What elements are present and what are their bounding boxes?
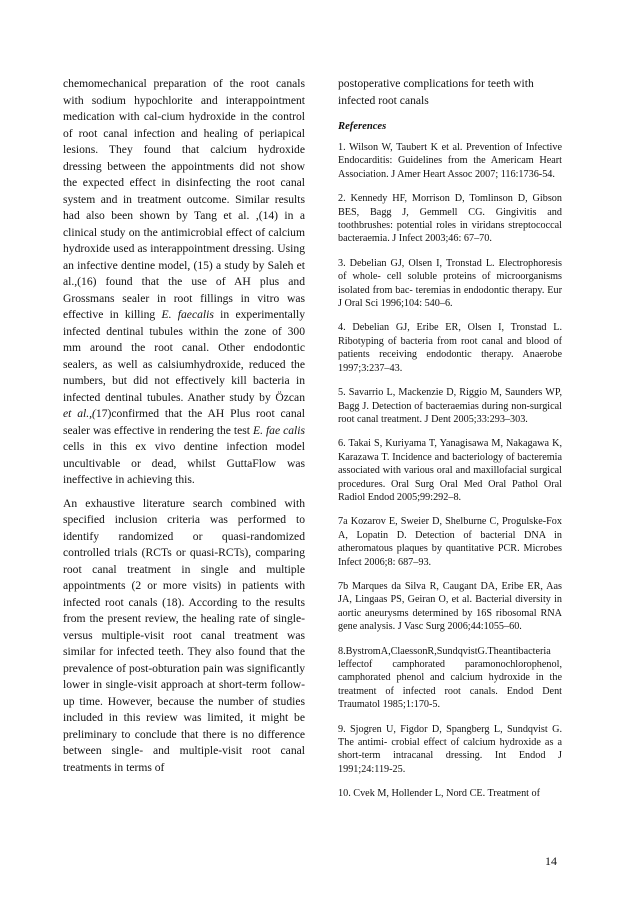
reference-item: 6. Takai S, Kuriyama T, Yanagisawa M, Nakagawa K, Karazawa T. Incidence and bacteriology of bacteremia associated with various oral and maxillofacial surgical procedures. Oral Surg Oral Med Oral Pathol Oral Radiol Endod 2005;99:292–8. <box>338 438 562 503</box>
reference-item: 7b Marques da Silva R, Caugant DA, Eribe ER, Aas JA, Lingaas PS, Geiran O, et al. Bacterial diversity in aortic aneurysms determined by 16S ribosomal RNA gene analysis. J Vasc Surg 2006;44:1055–60. <box>338 580 562 633</box>
reference-item: 1. Wilson W, Taubert K et al. Prevention of Infective Endocarditis: Guidelines from the Americam Heart Association. J Amer Heart Assoc 2007; 116:1736-54. <box>338 142 562 180</box>
author-citation: et al.,( <box>63 407 96 420</box>
reference-item: 4. Debelian GJ, Eribe ER, Olsen I, Tronstad L. Ribotyping of bacteria from root canal and blood of patients receiving endodontic therapy. Anaerobe 1997;3:237–43. <box>338 322 562 374</box>
reference-item: 10. Cvek M, Hollender L, Nord CE. Treatment of <box>338 788 541 800</box>
reference-item: 7a Kozarov E, Sweier D, Shelburne C, Progulske-Fox A, Lopatin D. Detection of bacterial DNA in atheromatous plaques by quantitative PCR. Microbes Infect 2006;8: 687–93. <box>338 516 562 568</box>
page-number: 14 <box>545 854 557 868</box>
species-name: E. faecalis <box>161 308 214 321</box>
paragraph-text: chemomechanical preparation of the root canals with sodium hypochlorite and interappointment medication with cal-cium hydroxide in the control of root canal infection and healing of periapical lesions. They found that calcium hydroxide dressing between the appointments did not show the expected effect in disinfecting the root canal system and in treatment outcome. Similar results had also been shown by Tang et al. ,(14) in a clinical study on the antimicrobial effect of calcium hydroxide used as interappointment dressing. Using an infective dentine model, (15) a study by Saleh et al.,(16) found that the use of AH plus and Grossmans sealer in root fillings in vitro was effective in killing <box>63 77 305 321</box>
body-paragraph: An exhaustive literature search combined with specified inclusion criteria was performed to identify randomized or quasi-randomized controlled trials (RCTs or quasi-RCTs), comparing root canal treatment in single and multiple appointments (2 or more visits) in patients with infected root canals (18). According to the results from the present review, the healing rate of single- versus multiple-visit root canal treatment was similar for infected teeth. They also found that the prevalence of post-obturation pain was significantly lower in single-visit approach at short-term follow-up time. However, because the number of studies included in this review was limited, it might be preliminary to conclude that there is no difference between single- and multiple-visit root canal treatments in terms of <box>63 496 305 774</box>
reference-item: 2. Kennedy HF, Morrison D, Tomlinson D, Gibson BES, Bagg J, Gemmell CG. Gingivitis and toothbrushes: potential roles in viridans streptococcal bacteraemia. J Infect 2003;46: 67–70. <box>338 193 562 245</box>
body-paragraph <box>63 76 305 489</box>
left-column <box>63 76 305 783</box>
right-column <box>338 76 562 812</box>
paragraph-text: in experimentally infected dentinal tubules within the zone of 300 mm around the root canal. Other endodontic sealers, as well as calsiumhydroxide, reduced the numbers, but did not effectively kill bacteria in infected dentinal tubules. Anather study by Özcan <box>63 308 305 404</box>
body-paragraph-continued: postoperative complications for teeth with infected root canals <box>338 77 534 107</box>
reference-item: 9. Sjogren U, Figdor D, Spangberg L, Sundqvist G. The antimi- crobial effect of calcium hydroxide as a short-term intracanal dressing. Int Endod J 1991;24:119-25. <box>338 723 562 775</box>
references-heading: References <box>338 121 387 132</box>
paragraph-text: cells in this ex vivo dentine infection model uncultivable or dead, whilst GuttaFlow was ineffective in achieving this. <box>63 440 305 486</box>
reference-item: 3. Debelian GJ, Olsen I, Tronstad L. Electrophoresis of whole- cell soluble proteins of microorganisms isolated from bac- teremias in endodontic therapy. Eur J Oral Sci 1996;104: 540–6. <box>338 257 562 310</box>
paragraph-text: 17)confirmed that the AH Plus root canal sealer was effective in rendering the test <box>63 407 305 437</box>
reference-item: 8.BystromA,ClaessonR,SundqvistG.Theantibacteria leffectof camphorated paramonochlorophenol, camphorated phenol and calcium hydroxide in the treatment of infected root canals. Endod Dent Traumatol 1985;1:170-5. <box>338 645 562 711</box>
reference-item: 5. Savarrio L, Mackenzie D, Riggio M, Saunders WP, Bagg J. Detection of bacteraemias during non-surgical root canal treatment. J Dent 2005;33:293–303. <box>338 387 562 425</box>
reference-list <box>338 141 562 801</box>
species-name: E. fae calis <box>253 423 306 437</box>
